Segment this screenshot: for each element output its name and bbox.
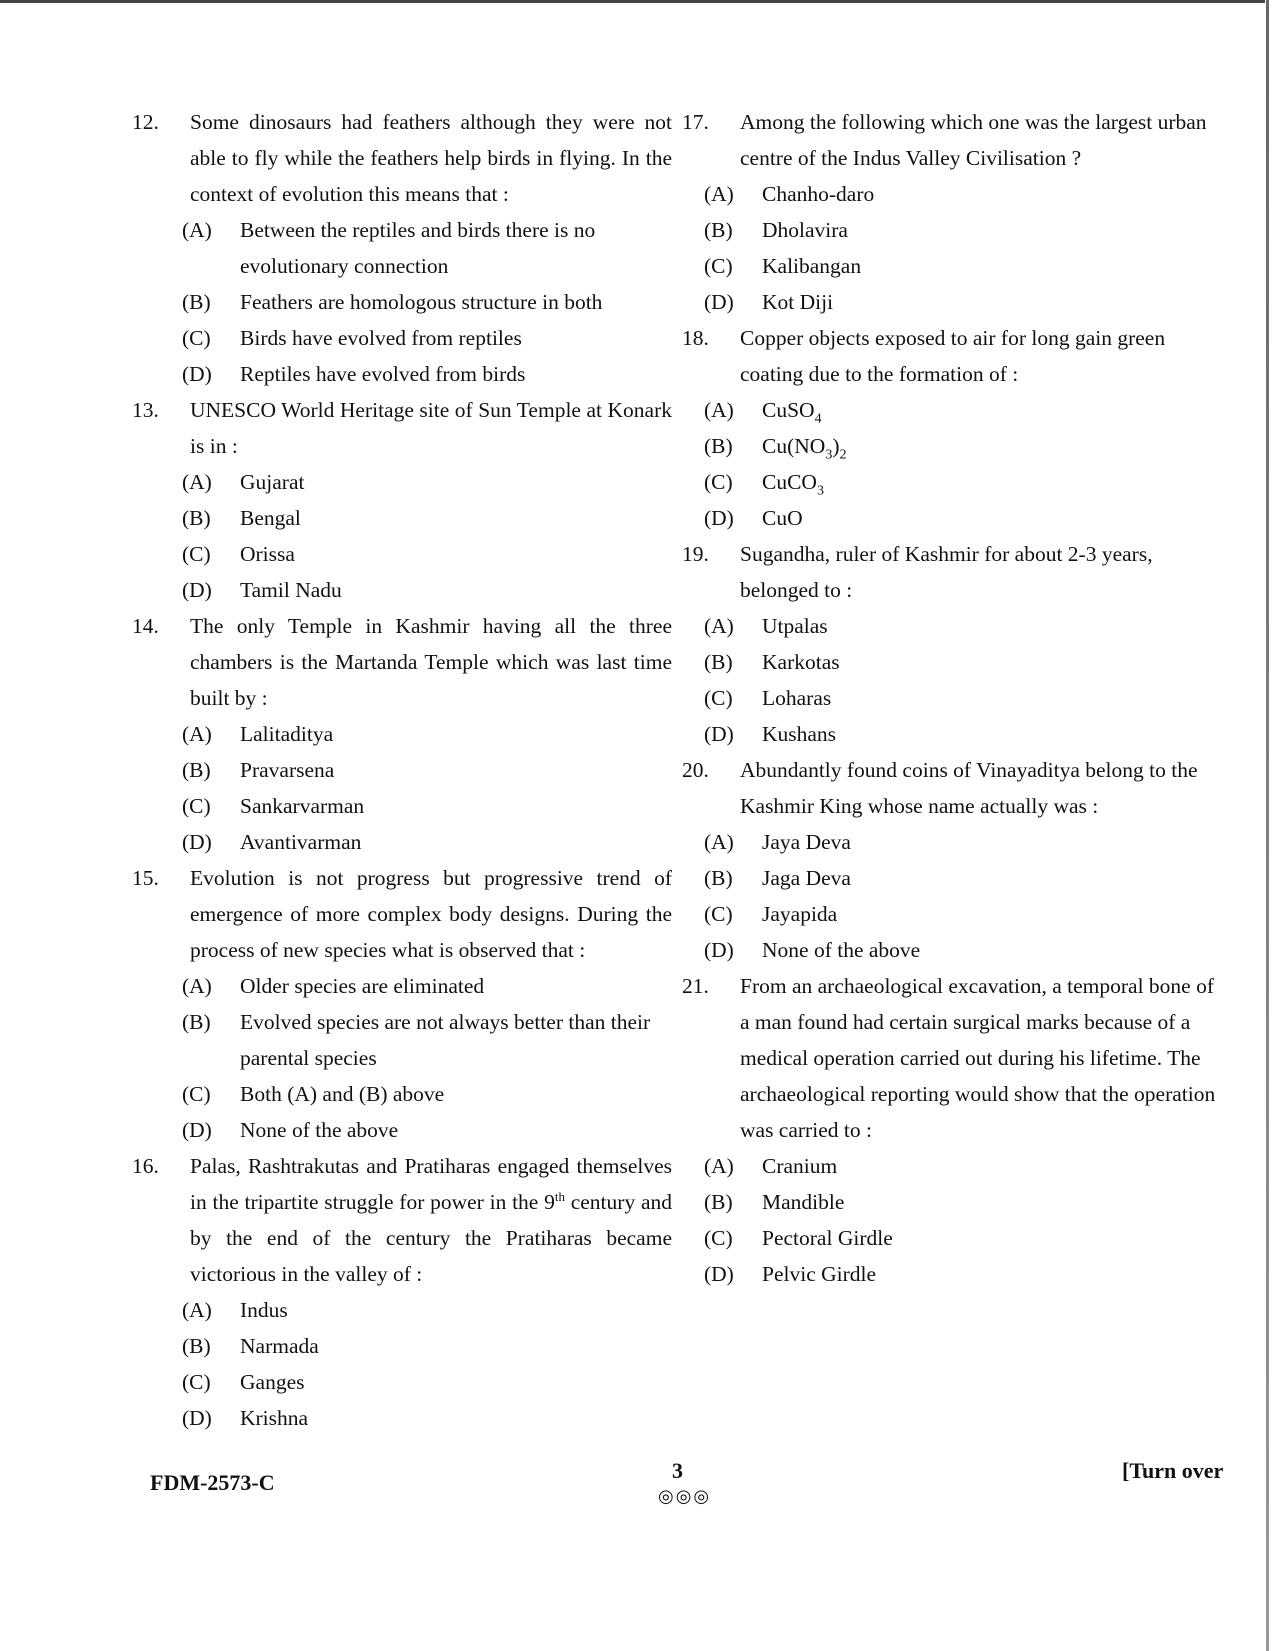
option-text: Older species are eliminated: [240, 974, 485, 998]
question-stem: From an archaeological excavation, a temporal bone of a man found had certain surgical marks because of a medical operation carried out during his lifetime. The archaeological reporting would show that the operation was carried to :: [740, 974, 1216, 1142]
options-18: [682, 392, 1228, 536]
option-text: Sankarvarman: [240, 794, 365, 818]
option-text: Jaga Deva: [762, 866, 851, 890]
option-label: (D): [182, 1406, 212, 1430]
question-number: 18.: [682, 326, 709, 350]
option-c: [704, 680, 1228, 716]
options-19: [682, 608, 1228, 752]
option-text: Pelvic Girdle: [762, 1262, 877, 1286]
option-b: [182, 284, 672, 320]
option-label: (B): [182, 1010, 211, 1034]
option-text: Utpalas: [762, 614, 828, 638]
option-c: [704, 896, 1228, 932]
option-label: (C): [704, 902, 733, 926]
question-number: 15.: [132, 866, 159, 890]
option-text: Jayapida: [762, 902, 838, 926]
question-stem: Evolution is not progress but progressive trend of emergence of more complex body designs. During the process of new species what is observed that :: [190, 866, 672, 962]
question-16: [132, 1148, 672, 1292]
option-b: [704, 644, 1228, 680]
option-d: [704, 284, 1228, 320]
formula-tail: ): [832, 434, 840, 458]
question-21: [682, 968, 1228, 1148]
options-17: [682, 176, 1228, 320]
question-stem: UNESCO World Heritage site of Sun Temple at Konark is in :: [190, 398, 672, 458]
option-label: (C): [704, 254, 733, 278]
turn-over-label: [Turn over: [1122, 1458, 1224, 1483]
page-edge: [1266, 0, 1269, 1651]
option-label: (B): [182, 758, 211, 782]
option-b: [182, 500, 672, 536]
option-text: Jaya Deva: [762, 830, 851, 854]
option-c: [704, 248, 1228, 284]
option-b: [182, 752, 672, 788]
right-column: [682, 104, 1228, 1292]
option-text: Both (A) and (B) above: [240, 1082, 445, 1106]
option-label: (D): [704, 722, 734, 746]
options-16: [132, 1292, 672, 1436]
option-text: Lalitaditya: [240, 722, 334, 746]
option-a: [704, 608, 1228, 644]
top-border: [0, 0, 1265, 3]
options-21: [682, 1148, 1228, 1292]
option-label: (C): [182, 326, 211, 350]
option-b: [182, 1328, 672, 1364]
paper-code: FDM-2573-C: [150, 1470, 275, 1495]
option-a: [182, 968, 672, 1004]
question-stem: [190, 1148, 672, 1292]
option-text: Kot Diji: [762, 290, 834, 314]
option-d: [704, 716, 1228, 752]
option-a: [704, 824, 1228, 860]
option-label: (C): [182, 1082, 211, 1106]
option-text: Narmada: [240, 1334, 319, 1358]
option-a: [182, 212, 672, 284]
chemical-formula: [762, 464, 1228, 500]
option-label: (A): [704, 830, 734, 854]
question-number: 12.: [132, 110, 159, 134]
option-text: Kushans: [762, 722, 837, 746]
option-d: [182, 1112, 672, 1148]
option-d: [182, 572, 672, 608]
formula-subscript: 4: [814, 411, 822, 427]
option-text: Pravarsena: [240, 758, 335, 782]
stem-part: Palas, Rashtrakutas and Pratiharas engaged themselves in the tripartite struggle for power in the 9: [190, 1154, 672, 1214]
option-d: [704, 1256, 1228, 1292]
option-text: Mandible: [762, 1190, 845, 1214]
question-15: [132, 860, 672, 968]
option-label: (D): [704, 938, 734, 962]
option-text: Karkotas: [762, 650, 840, 674]
footer-marks: ◎◎◎: [658, 1486, 712, 1506]
option-label: (D): [182, 578, 212, 602]
formula-main: CuSO: [762, 398, 815, 422]
option-text: None of the above: [240, 1118, 399, 1142]
option-text: Loharas: [762, 686, 832, 710]
option-text: Kalibangan: [762, 254, 862, 278]
option-label: (C): [704, 1226, 733, 1250]
option-d: [704, 500, 1228, 536]
option-label: (B): [182, 1334, 211, 1358]
option-label: (B): [704, 866, 733, 890]
question-stem: Sugandha, ruler of Kashmir for about 2-3 years, belonged to :: [740, 542, 1153, 602]
option-label: (B): [182, 290, 211, 314]
option-text: Avantivarman: [240, 830, 362, 854]
option-c: [704, 1220, 1228, 1256]
option-label: (C): [704, 686, 733, 710]
option-a: [182, 464, 672, 500]
option-label: (D): [182, 362, 212, 386]
option-label: (A): [704, 1154, 734, 1178]
question-20: [682, 752, 1228, 824]
option-label: (A): [182, 722, 212, 746]
question-number: 17.: [682, 110, 709, 134]
options-14: [132, 716, 672, 860]
option-text: None of the above: [762, 938, 921, 962]
formula-subscript: 3: [816, 483, 824, 499]
question-number: 21.: [682, 974, 709, 998]
stem-part: century and by the end of the century the Pratiharas became victorious in the valley of :: [190, 1190, 672, 1286]
option-c: [182, 1076, 672, 1112]
option-label: (C): [704, 470, 733, 494]
question-stem: Among the following which one was the largest urban centre of the Indus Valley Civilisation ?: [740, 110, 1207, 170]
option-a: [182, 716, 672, 752]
option-label: (C): [182, 794, 211, 818]
option-c: [182, 1364, 672, 1400]
option-c: [182, 320, 672, 356]
option-label: (D): [182, 1118, 212, 1142]
option-text: Dholavira: [762, 218, 848, 242]
options-20: [682, 824, 1228, 968]
option-label: (A): [704, 182, 734, 206]
option-text: Between the reptiles and birds there is no evolutionary connection: [240, 218, 596, 278]
option-d: [704, 932, 1228, 968]
option-b: [704, 1184, 1228, 1220]
option-text: Orissa: [240, 542, 295, 566]
option-text: Chanho-daro: [762, 182, 875, 206]
option-text: Pectoral Girdle: [762, 1226, 893, 1250]
option-b: [182, 1004, 672, 1076]
option-label: (B): [704, 650, 733, 674]
question-stem: The only Temple in Kashmir having all the three chambers is the Martanda Temple which was last time built by :: [190, 614, 672, 710]
option-label: (A): [704, 398, 734, 422]
question-number: 20.: [682, 758, 709, 782]
option-text: Bengal: [240, 506, 301, 530]
formula-subscript: 2: [839, 447, 847, 463]
question-19: [682, 536, 1228, 608]
option-b: [704, 860, 1228, 896]
option-d: [182, 824, 672, 860]
option-label: (D): [704, 1262, 734, 1286]
options-12: [132, 212, 672, 392]
option-a: [704, 1148, 1228, 1184]
option-c: [182, 788, 672, 824]
option-label: (A): [182, 1298, 212, 1322]
formula-main: CuO: [762, 506, 803, 530]
question-stem: Abundantly found coins of Vinayaditya belong to the Kashmir King whose name actually was :: [740, 758, 1198, 818]
question-number: 14.: [132, 614, 159, 638]
option-c: [182, 536, 672, 572]
option-label: (A): [704, 614, 734, 638]
option-label: (B): [704, 218, 733, 242]
chemical-formula: [762, 500, 1228, 536]
option-text: Gujarat: [240, 470, 305, 494]
option-a: [704, 176, 1228, 212]
option-label: (C): [182, 542, 211, 566]
formula-main: CuCO: [762, 470, 817, 494]
page-number: 3: [672, 1458, 683, 1483]
left-column: [132, 104, 672, 1436]
option-label: (B): [182, 506, 211, 530]
option-label: (D): [704, 506, 734, 530]
question-13: [132, 392, 672, 464]
option-text: Feathers are homologous structure in both: [240, 290, 603, 314]
formula-main: Cu(NO: [762, 434, 826, 458]
option-a: [182, 1292, 672, 1328]
option-text: Birds have evolved from reptiles: [240, 326, 522, 350]
question-stem: Some dinosaurs had feathers although they were not able to fly while the feathers help birds in flying. In the context of evolution this means that :: [190, 110, 672, 206]
option-text: Ganges: [240, 1370, 305, 1394]
option-text: Reptiles have evolved from birds: [240, 362, 526, 386]
option-label: (A): [182, 470, 212, 494]
chemical-formula: [762, 428, 1228, 464]
options-15: [132, 968, 672, 1148]
option-label: (A): [182, 974, 212, 998]
question-18: [682, 320, 1228, 392]
option-label: (D): [182, 830, 212, 854]
option-label: (C): [182, 1370, 211, 1394]
option-d: [182, 356, 672, 392]
formula-subscript: 3: [825, 447, 833, 463]
option-text: Evolved species are not always better than their parental species: [240, 1010, 651, 1070]
options-13: [132, 464, 672, 608]
question-number: 19.: [682, 542, 709, 566]
option-label: (A): [182, 218, 212, 242]
option-d: [182, 1400, 672, 1436]
question-17: [682, 104, 1228, 176]
option-label: (B): [704, 1190, 733, 1214]
option-text: Krishna: [240, 1406, 309, 1430]
superscript: th: [554, 1188, 565, 1204]
option-b: [704, 212, 1228, 248]
option-a: [704, 392, 1228, 428]
option-label: (B): [704, 434, 733, 458]
question-number: 13.: [132, 398, 159, 422]
option-text: Indus: [240, 1298, 288, 1322]
option-label: (D): [704, 290, 734, 314]
option-c: [704, 464, 1228, 500]
option-text: Tamil Nadu: [240, 578, 342, 602]
question-14: [132, 608, 672, 716]
question-stem: Copper objects exposed to air for long gain green coating due to the formation of :: [740, 326, 1166, 386]
chemical-formula: [762, 392, 1228, 428]
option-text: Cranium: [762, 1154, 838, 1178]
question-12: [132, 104, 672, 212]
option-b: [704, 428, 1228, 464]
question-number: 16.: [132, 1154, 159, 1178]
